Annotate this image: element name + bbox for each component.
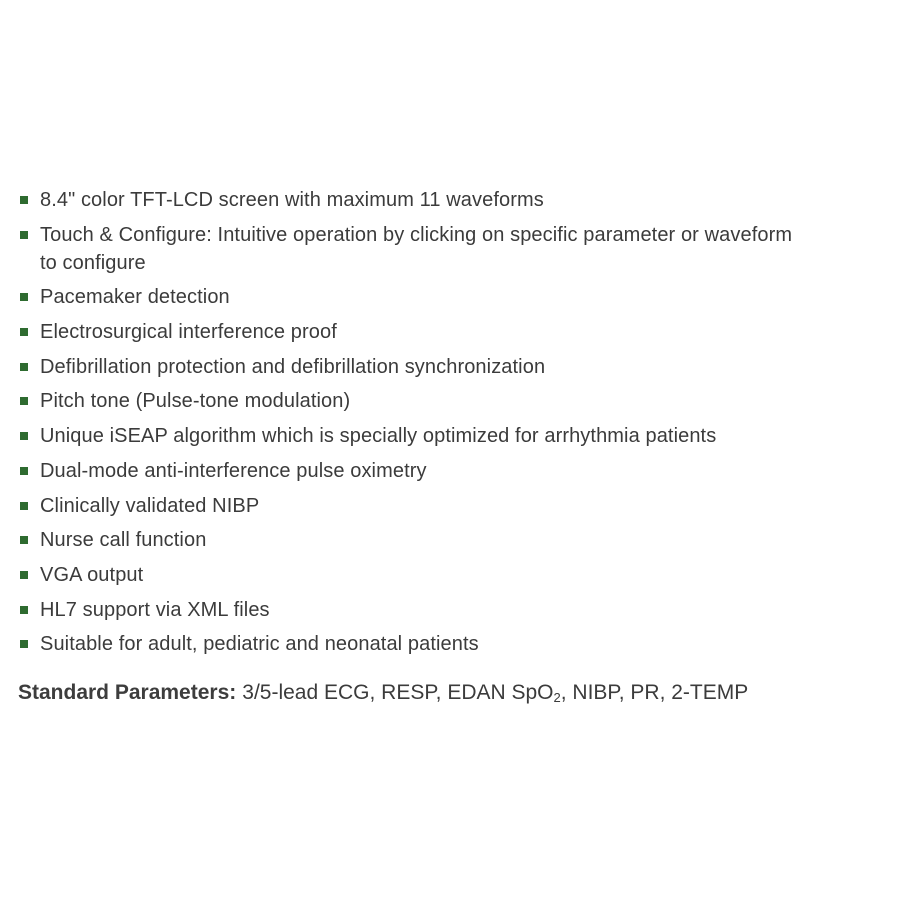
standard-parameters-value-suffix: , NIBP, PR, 2-TEMP <box>560 681 749 704</box>
square-bullet-icon <box>20 467 28 475</box>
feature-text: Defibrillation protection and defibrillation synchronization <box>40 355 546 378</box>
square-bullet-icon <box>20 363 28 371</box>
square-bullet-icon <box>20 571 28 579</box>
feature-item <box>20 526 880 554</box>
standard-parameters-line <box>18 678 888 713</box>
square-bullet-icon <box>20 606 28 614</box>
feature-text: Dual-mode anti-interference pulse oximetry <box>40 459 427 482</box>
feature-item <box>20 561 880 589</box>
feature-text: HL7 support via XML files <box>40 598 270 621</box>
feature-text: Touch & Configure: Intuitive operation by clicking on specific parameter or waveform to configure <box>40 223 793 274</box>
feature-item <box>20 353 880 381</box>
feature-item <box>20 387 880 415</box>
feature-text: Electrosurgical interference proof <box>40 321 337 344</box>
feature-text: 8.4" color TFT-LCD screen with maximum 11 waveforms <box>40 189 544 211</box>
feature-item <box>20 221 880 277</box>
feature-text: Suitable for adult, pediatric and neonatal patients <box>40 633 479 656</box>
feature-text: Pitch tone (Pulse-tone modulation) <box>40 390 351 413</box>
feature-text: VGA output <box>40 563 144 586</box>
standard-parameters-value-prefix: 3/5-lead ECG, RESP, EDAN SpO <box>242 681 554 704</box>
feature-item <box>20 422 880 450</box>
square-bullet-icon <box>20 293 28 301</box>
standard-parameters-subscript: 2 <box>553 690 561 705</box>
square-bullet-icon <box>20 640 28 648</box>
feature-text: Clinically validated NIBP <box>40 494 260 517</box>
feature-text: Unique iSEAP algorithm which is specially optimized for arrhythmia patients <box>40 425 717 448</box>
square-bullet-icon <box>20 397 28 405</box>
standard-parameters-label: Standard Parameters: <box>18 681 237 704</box>
feature-list <box>20 186 880 665</box>
feature-item <box>20 186 880 214</box>
square-bullet-icon <box>20 231 28 239</box>
square-bullet-icon <box>20 432 28 440</box>
feature-text: Nurse call function <box>40 529 207 552</box>
feature-item <box>20 492 880 520</box>
feature-item <box>20 318 880 346</box>
feature-item <box>20 457 880 485</box>
square-bullet-icon <box>20 536 28 544</box>
feature-text: Pacemaker detection <box>40 286 230 309</box>
square-bullet-icon <box>20 196 28 204</box>
square-bullet-icon <box>20 328 28 336</box>
feature-item <box>20 283 880 311</box>
square-bullet-icon <box>20 502 28 510</box>
feature-item <box>20 630 880 658</box>
feature-item <box>20 596 880 624</box>
